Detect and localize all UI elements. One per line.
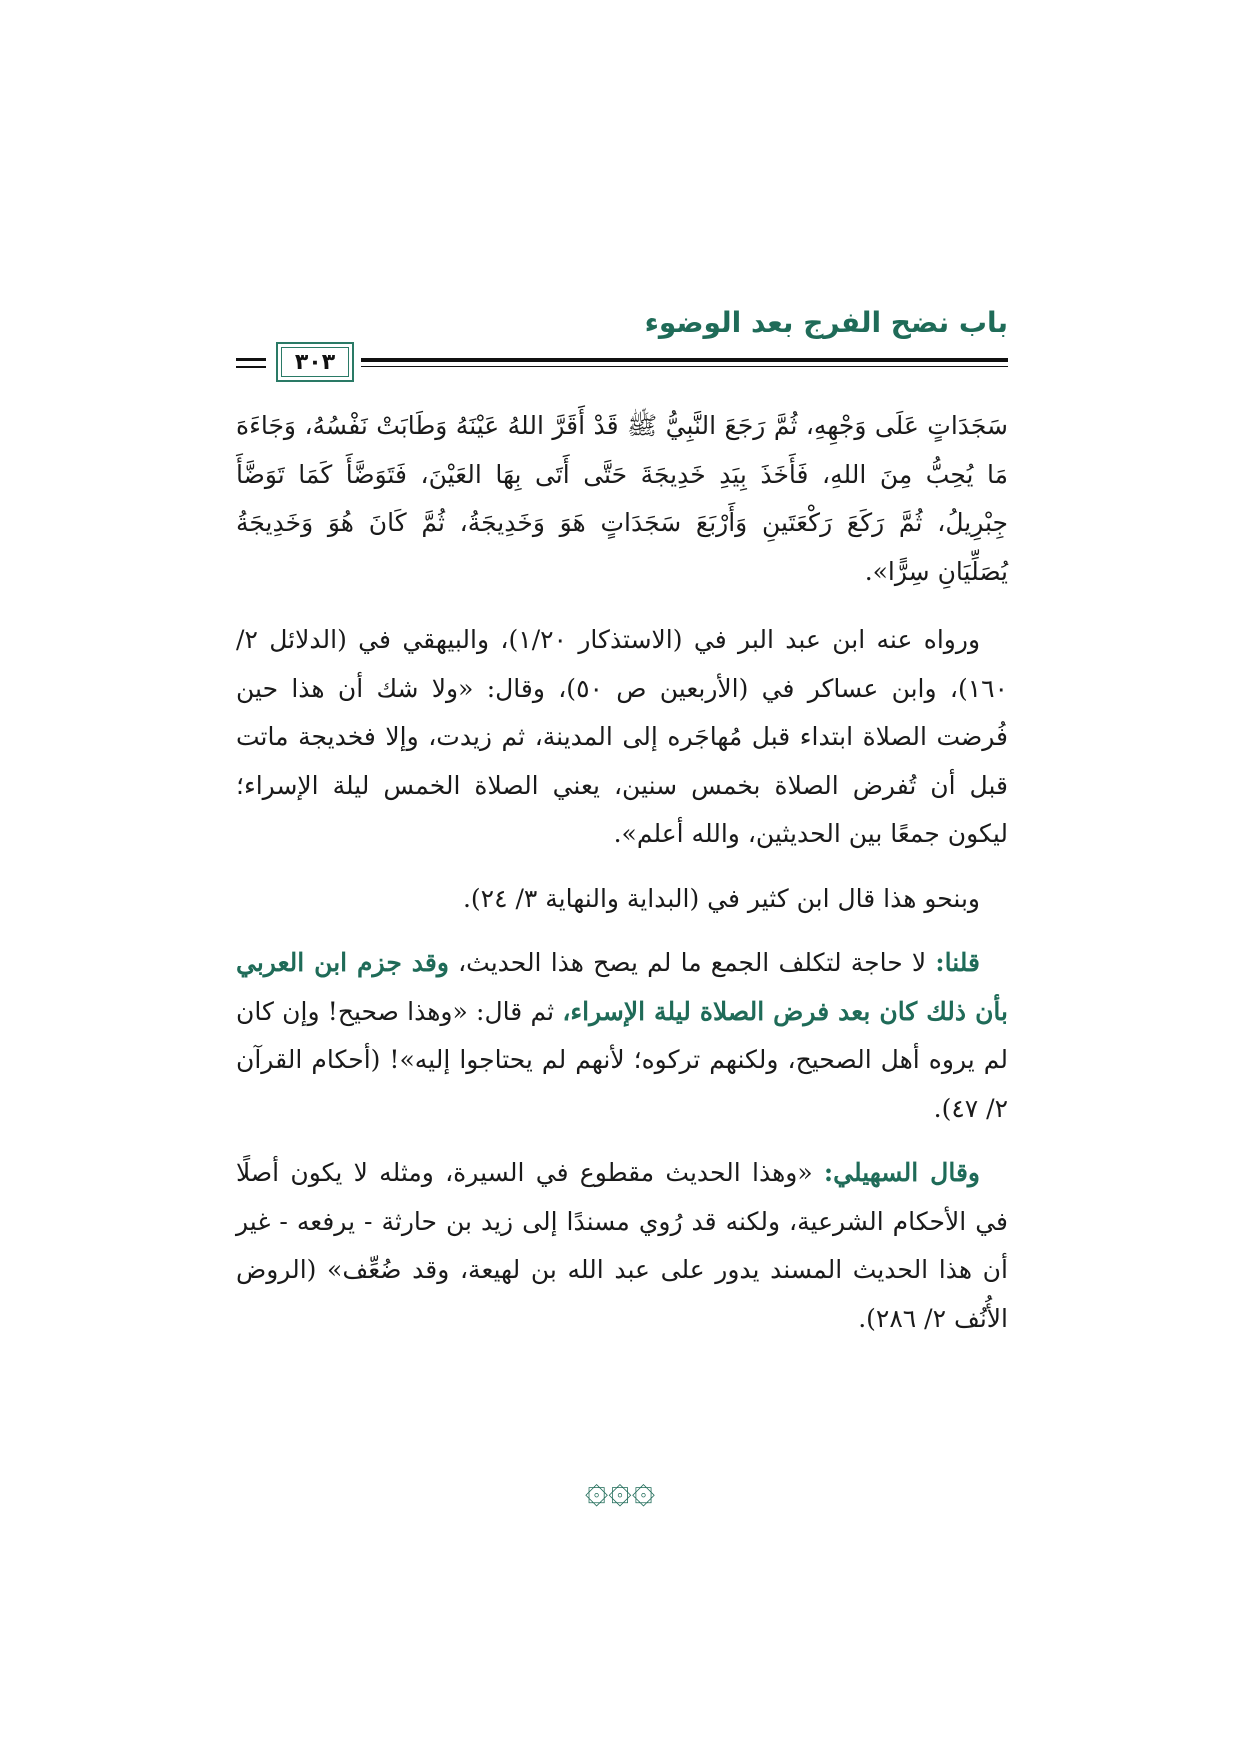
page-body <box>236 402 1008 1359</box>
paragraph-ibn-kathir: وبنحو هذا قال ابن كثير في (البداية والنهاية ٣/ ٢٤). <box>462 883 980 913</box>
paragraph-comment <box>236 939 1008 1133</box>
paragraph-suhayli <box>236 1149 1008 1343</box>
page-number: ٣٠٣ <box>294 349 336 375</box>
paragraph-narration: ورواه عنه ابن عبد البر في (الاستذكار ١/٢٠)، والبيهقي في (الدلائل ٢/ ١٦٠)، وابن عساكر في (الأربعين ص ٥٠)، وقال: «ولا شك أن هذا حين فُرضت الصلاة ابتداء قبل مُهاجَره إلى المدينة، ثم زيدت، وإلا فخديجة ماتت قبل أن تُفرض الصلاة بخمس سنين، يعني الصلاة الخمس ليلة الإسراء؛ ليكون جمعًا بين الحديثين، والله أعلم». <box>236 625 1008 848</box>
header-rule-left-bottom <box>236 366 266 368</box>
suhayli-text: «وهذا الحديث مقطوع في السيرة، ومثله لا يكون أصلًا في الأحكام الشرعية، ولكنه قد رُوي مسندًا إلى زيد بن حارثة - يرفعه - غير أن هذا الحديث المسند يدور على عبد الله بن لهيعة، وقد ضُعِّف» (الروض الأُنُف ٢/ ٢٨٦). <box>236 1158 1008 1333</box>
paragraph-hadith-end: سَجَدَاتٍ عَلَى وَجْهِهِ، ثُمَّ رَجَعَ النَّبِيُّ ﷺ قَدْ أَقَرَّ اللهُ عَيْنَهُ وَطَابَتْ نَفْسُهُ، وَجَاءَهَ مَا يُحِبُّ مِنَ اللهِ، فَأَخَذَ بِيَدِ خَدِيجَةَ حَتَّى أَتَى بِهَا العَيْنَ، فَتَوَضَّأَ كَمَا تَوَضَّأَ جِبْرِيلُ، ثُمَّ رَكَعَ رَكْعَتَينِ وَأَرْبَعَ سَجَدَاتٍ هَوَ وَخَدِيجَةُ، ثُمَّ كَانَ هُوَ وَخَدِيجَةُ يُصَلِّيَانِ سِرًّا». <box>236 411 1008 586</box>
comment-label: قلنا: <box>935 948 980 977</box>
header-rule-left-top <box>236 358 266 361</box>
chapter-title: باب نضح الفرج بعد الوضوء <box>644 306 1008 339</box>
page-number-frame <box>276 342 354 382</box>
suhayli-label: وقال السهيلي: <box>823 1158 980 1187</box>
page-header <box>236 300 1008 390</box>
header-rule-main <box>361 358 1008 362</box>
header-rule-sub <box>361 366 1008 367</box>
floral-ornament-icon: ۞۞۞ <box>584 1466 656 1512</box>
comment-text-a: لا حاجة لتكلف الجمع ما لم يصح هذا الحديث، <box>448 948 936 977</box>
comment-highlight: وقد جزم ابن العربي بأن ذلك كان بعد فرض الصلاة ليلة الإسراء، <box>236 948 1009 1026</box>
comment-text-b: ثم قال: «وهذا صحيح! وإن كان لم يروه أهل الصحيح، ولكنهم تركوه؛ لأنهم لم يحتاجوا إليه»! (أحكام القرآن ٢/ ٤٧). <box>236 996 1008 1123</box>
